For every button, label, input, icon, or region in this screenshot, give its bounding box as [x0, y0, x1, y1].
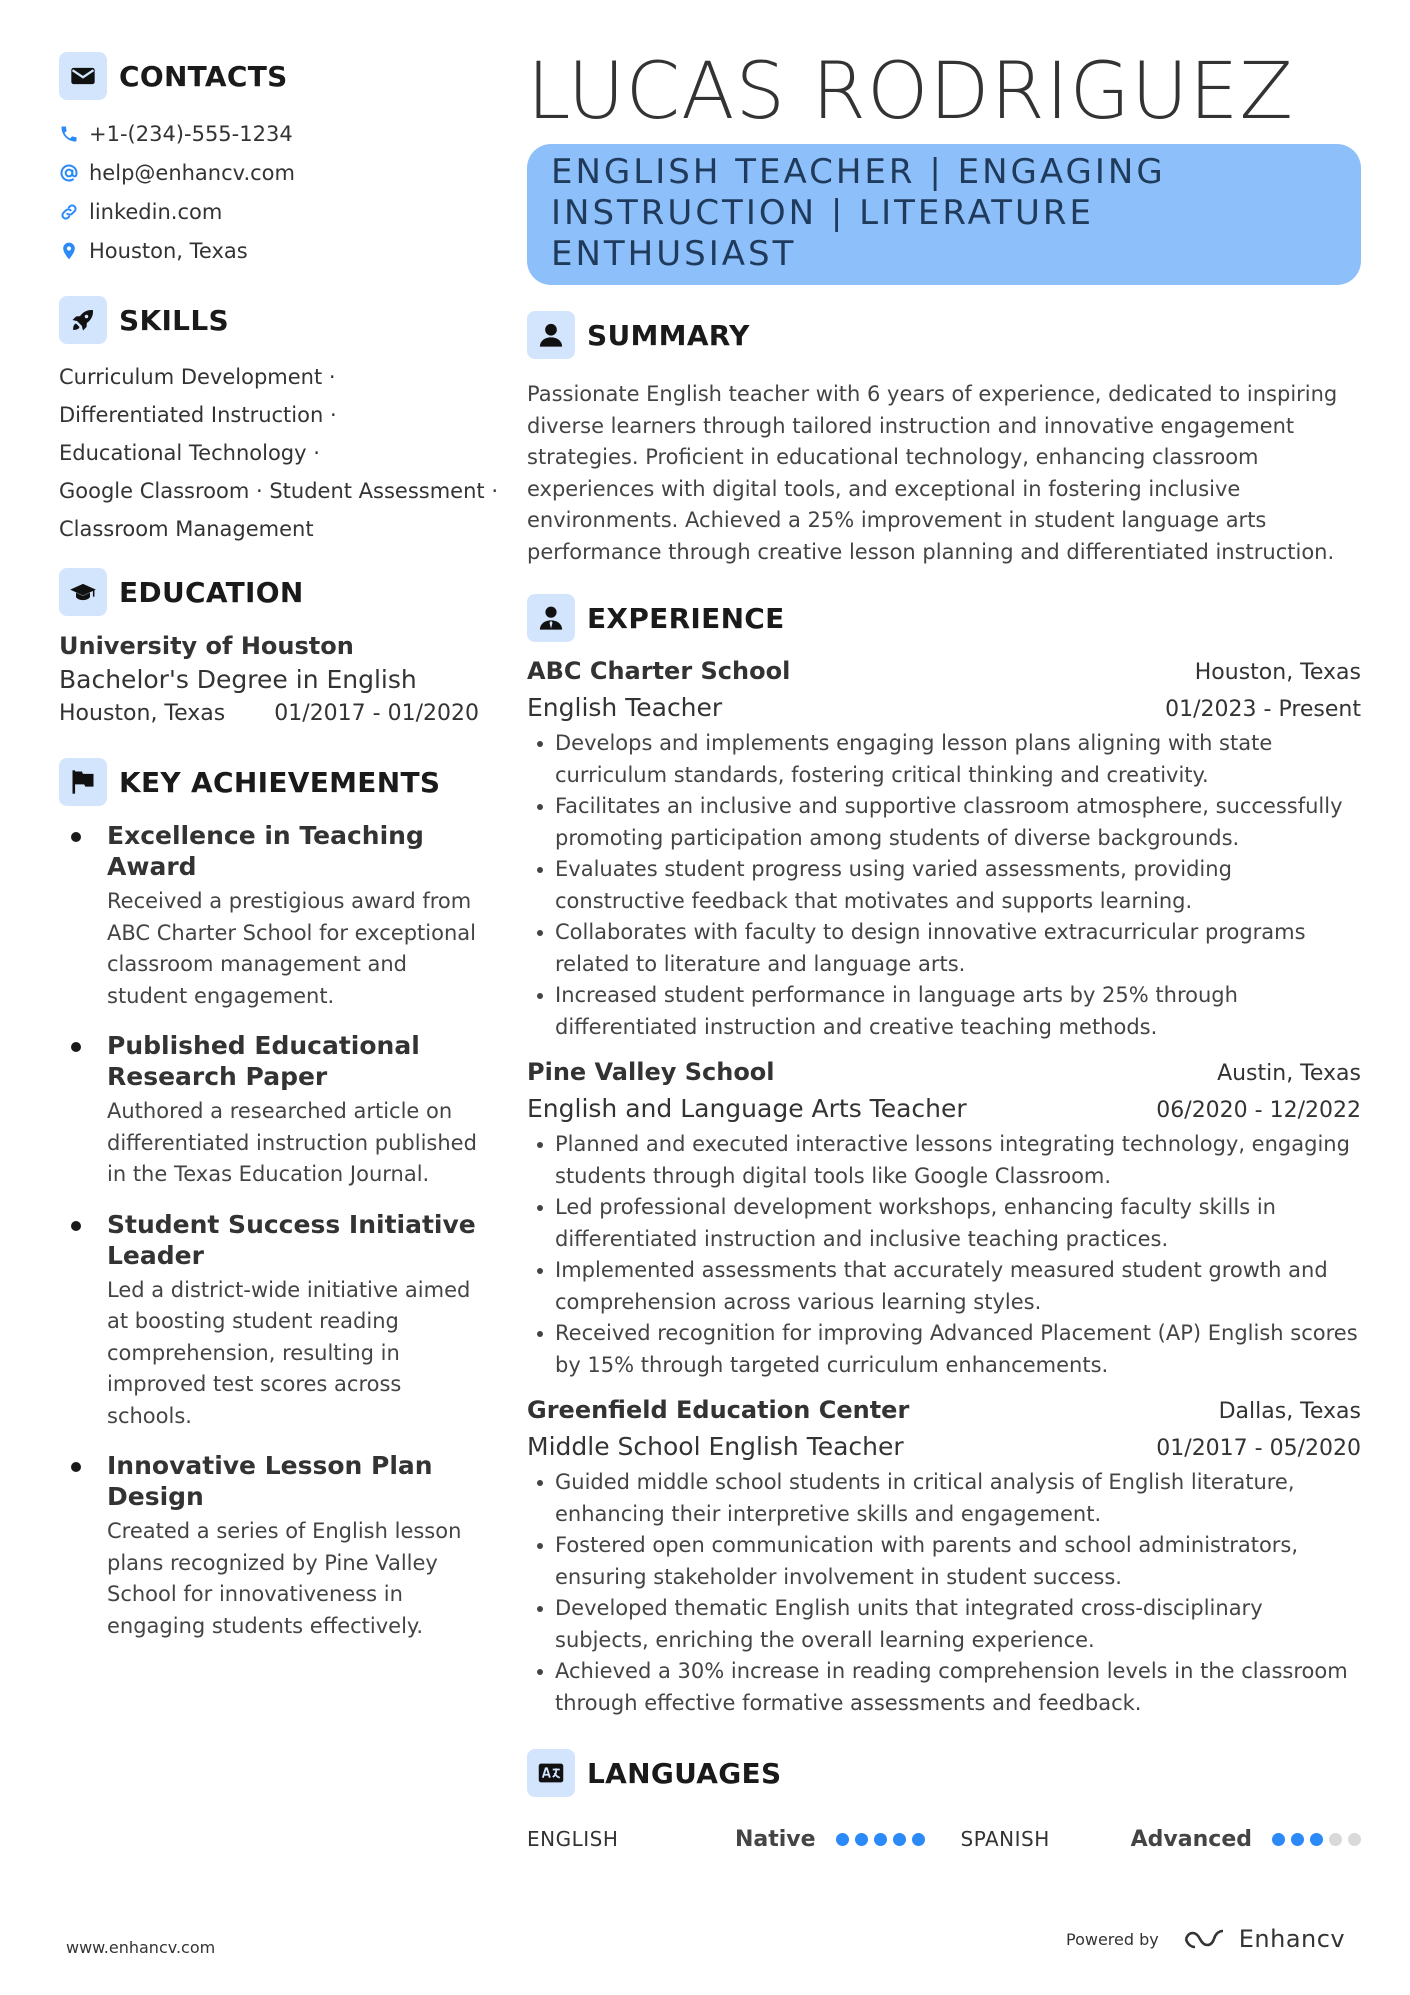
- skill-line: Educational Technology ·: [59, 441, 320, 465]
- summary-title: SUMMARY: [587, 318, 750, 352]
- job-bullet: Collaborates with faculty to design innovative extracurricular programs related to literature and language arts.: [527, 917, 1361, 980]
- job-subheader: [527, 1429, 1361, 1467]
- job-bullet: Planned and executed interactive lessons integrating technology, engaging students through digital tools like Google Classroom.: [527, 1129, 1361, 1192]
- proficiency-dot-filled: [836, 1833, 849, 1846]
- skills-list: [59, 358, 498, 548]
- job-bullets: [527, 1129, 1361, 1381]
- achievement-desc: Received a prestigious award from ABC Charter School for exceptional classroom management and student engagement.: [107, 889, 476, 1008]
- contact-phone: [59, 114, 479, 153]
- skill-line: Curriculum Development ·: [59, 365, 336, 389]
- achievement-item: [59, 820, 479, 1012]
- education-header: [59, 568, 479, 616]
- languages-header: [527, 1749, 1361, 1797]
- achievement-title: Excellence in Teaching Award: [107, 821, 424, 881]
- achievements-header: [59, 758, 479, 806]
- bullet-dot: [71, 1221, 81, 1231]
- proficiency-dot-filled: [855, 1833, 868, 1846]
- skill-line: Classroom Management: [59, 517, 314, 541]
- skills-header: [59, 296, 479, 344]
- phone-icon: [59, 123, 79, 145]
- proficiency-dot-filled: [874, 1833, 887, 1846]
- job-dates: 01/2023 - Present: [1165, 697, 1361, 722]
- linkedin-text[interactable]: linkedin.com: [89, 199, 223, 224]
- languages-title: LANGUAGES: [587, 1756, 782, 1790]
- language-level: Native: [734, 1826, 816, 1852]
- contact-location: [59, 231, 479, 270]
- map-pin-icon: [59, 240, 79, 262]
- education-title: EDUCATION: [119, 575, 304, 609]
- achievements-title: KEY ACHIEVEMENTS: [119, 765, 441, 799]
- achievement-item: [59, 1209, 479, 1433]
- education-entry: [59, 630, 479, 730]
- language-name: ENGLISH: [527, 1827, 619, 1851]
- email-text[interactable]: help@enhancv.com: [89, 160, 295, 185]
- job-entry: [527, 654, 1361, 1043]
- job-bullet: Implemented assessments that accurately measured student growth and comprehension across various learning styles.: [527, 1255, 1361, 1318]
- proficiency-dot-filled: [1291, 1833, 1304, 1846]
- location-text: Houston, Texas: [89, 238, 248, 263]
- footer-website[interactable]: www.enhancv.com: [66, 1938, 216, 1957]
- job-bullet: Increased student performance in language arts by 25% through differentiated instruction and creative teaching methods.: [527, 980, 1361, 1043]
- job-company: ABC Charter School: [527, 657, 791, 685]
- user-icon: [527, 311, 575, 359]
- job-dates: 06/2020 - 12/2022: [1156, 1098, 1361, 1123]
- experience-title: EXPERIENCE: [587, 601, 785, 635]
- job-entry: [527, 1055, 1361, 1381]
- left-column: [59, 52, 498, 1660]
- at-icon: [59, 162, 79, 184]
- summary-header: [527, 311, 1361, 359]
- footer-brand: [1066, 1925, 1345, 1953]
- headline-banner: ENGLISH TEACHER | ENGAGING INSTRUCTION | LITERATURE ENTHUSIAST: [527, 144, 1361, 285]
- job-header: [527, 1055, 1361, 1091]
- proficiency-dot-empty: [1348, 1833, 1361, 1846]
- skill-line: Google Classroom · Student Assessment ·: [59, 479, 498, 503]
- job-role: Middle School English Teacher: [527, 1432, 904, 1461]
- rocket-icon: [59, 296, 107, 344]
- envelope-icon: [59, 52, 107, 100]
- job-bullet: Developed thematic English units that integrated cross-disciplinary subjects, enriching the overall learning experience.: [527, 1593, 1361, 1656]
- job-bullet: Received recognition for improving Advanced Placement (AP) English scores by 15% through targeted curriculum enhancements.: [527, 1318, 1361, 1381]
- bullet-dot: [71, 832, 81, 842]
- contacts-header: [59, 52, 479, 100]
- flag-icon: [59, 758, 107, 806]
- job-bullets: [527, 728, 1361, 1043]
- achievements-list: [59, 820, 479, 1642]
- job-header: [527, 1393, 1361, 1429]
- job-entry: [527, 1393, 1361, 1719]
- achievement-desc: Led a district-wide initiative aimed at boosting student reading comprehension, resulting in improved test scores across schools.: [107, 1277, 471, 1428]
- link-icon: [59, 201, 79, 223]
- contact-email: [59, 153, 479, 192]
- job-role: English and Language Arts Teacher: [527, 1094, 967, 1123]
- achievement-title: Published Educational Research Paper: [107, 1031, 420, 1091]
- bullet-dot: [71, 1042, 81, 1052]
- language-name: SPANISH: [960, 1827, 1050, 1851]
- brand-logo[interactable]: [1183, 1925, 1345, 1953]
- job-dates: 01/2017 - 05/2020: [1156, 1436, 1361, 1461]
- job-role: English Teacher: [527, 693, 723, 722]
- translate-icon: [527, 1749, 575, 1797]
- job-subheader: [527, 1091, 1361, 1129]
- job-bullet: Facilitates an inclusive and supportive classroom atmosphere, successfully promoting participation among students of diverse backgrounds.: [527, 791, 1361, 854]
- proficiency-dot-filled: [1272, 1833, 1285, 1846]
- achievement-desc: Authored a researched article on differentiated instruction published in the Texas Education Journal.: [107, 1099, 477, 1186]
- bullet-dot: [71, 1462, 81, 1472]
- skill-line: Differentiated Instruction ·: [59, 403, 337, 427]
- enhancv-logo-icon: [1183, 1926, 1229, 1952]
- experience-header: [527, 594, 1361, 642]
- edu-degree: Bachelor's Degree in English: [59, 665, 417, 694]
- skills-title: SKILLS: [119, 303, 229, 337]
- right-column: [527, 47, 1361, 1859]
- summary-text: Passionate English teacher with 6 years of experience, dedicated to inspiring diverse learners through tailored instruction and innovative engagement strategies. Proficient in educational technology, enhancing classroom experiences with digital tools, and exceptional in fostering inclusive environments. Achieved a 25% improvement in student language arts performance through creative lesson planning and differentiated instruction.: [527, 382, 1338, 564]
- powered-by-label: Powered by: [1066, 1929, 1159, 1949]
- graduation-cap-icon: [59, 568, 107, 616]
- language-level: Advanced: [1130, 1826, 1252, 1852]
- achievement-item: [59, 1450, 479, 1642]
- edu-meta: [59, 698, 479, 730]
- job-location: Austin, Texas: [1217, 1061, 1361, 1086]
- proficiency-dot-filled: [1310, 1833, 1323, 1846]
- job-bullet: Develops and implements engaging lesson plans aligning with state curriculum standards, fostering critical thinking and creativity.: [527, 728, 1361, 791]
- proficiency-dot-filled: [912, 1833, 925, 1846]
- job-header: [527, 654, 1361, 690]
- contact-list: [59, 114, 479, 270]
- achievement-desc: Created a series of English lesson plans recognized by Pine Valley School for innovativeness in engaging students effectively.: [107, 1519, 462, 1638]
- phone-text[interactable]: +1-(234)-555-1234: [89, 121, 293, 146]
- job-bullets: [527, 1467, 1361, 1719]
- proficiency-dot-filled: [893, 1833, 906, 1846]
- achievement-title: Innovative Lesson Plan Design: [107, 1451, 433, 1511]
- job-bullet: Guided middle school students in critical analysis of English literature, enhancing their interpretive skills and engagement.: [527, 1467, 1361, 1530]
- job-company: Greenfield Education Center: [527, 1396, 910, 1424]
- job-bullet: Evaluates student progress using varied assessments, providing constructive feedback that motivates and supports learning.: [527, 854, 1361, 917]
- job-bullet: Led professional development workshops, enhancing faculty skills in differentiated instruction and inclusive teaching practices.: [527, 1192, 1361, 1255]
- languages-row: [527, 1819, 1361, 1859]
- user-tie-icon: [527, 594, 575, 642]
- candidate-name: LUCAS RODRIGUEZ: [527, 47, 1294, 137]
- achievement-item: [59, 1030, 479, 1191]
- job-bullet: Achieved a 30% increase in reading comprehension levels in the classroom through effective formative assessments and feedback.: [527, 1656, 1361, 1719]
- contact-linkedin: [59, 192, 479, 231]
- job-location: Houston, Texas: [1194, 660, 1361, 685]
- edu-dates: 01/2017 - 01/2020: [274, 701, 479, 726]
- language-dots: [836, 1833, 925, 1846]
- edu-location: Houston, Texas: [59, 701, 226, 726]
- brand-name: Enhancv: [1238, 1925, 1346, 1953]
- job-subheader: [527, 690, 1361, 728]
- job-location: Dallas, Texas: [1218, 1399, 1361, 1424]
- proficiency-dot-empty: [1329, 1833, 1342, 1846]
- contacts-title: CONTACTS: [119, 59, 288, 93]
- job-company: Pine Valley School: [527, 1058, 775, 1086]
- job-bullet: Fostered open communication with parents and school administrators, ensuring stakeholder involvement in student success.: [527, 1530, 1361, 1593]
- edu-school: University of Houston: [59, 632, 354, 660]
- language-dots: [1272, 1833, 1361, 1846]
- achievement-title: Student Success Initiative Leader: [107, 1209, 476, 1270]
